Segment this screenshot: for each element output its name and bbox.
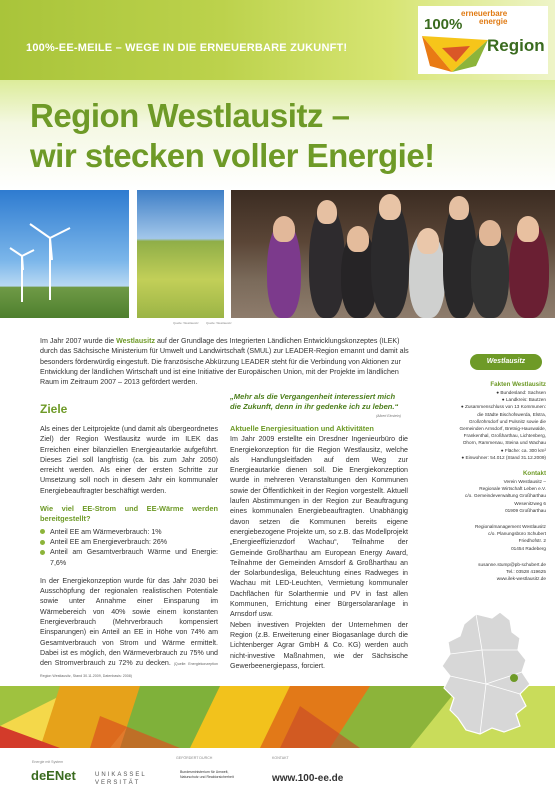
aktuell-paragraph: Im Jahr 2009 erstellte ein Dresdner Ingenieurbüro die Energiekonzeption für die Region Westlausitz, welche als Handlungsleitfaden auf dem Weg zur Energieautarkie dienen soll. Die Energiekonzeption wurde in mehreren Veranstaltungen den Kommunen sowie der Öffentlichkeit in der Region vorgestellt. Aktuell laufen Abstimmungen in der Region zur Beauftragung eines kommunalen Energiebeauftragten. Unabhängig davon setzen die Kommunen bereits eigene energiebezogene Projekte um, so z.B. das Modellprojekt „Energieeffizienzdorf Wachau“, Teilnahme der Gemeinde Großharthau am European Energy Award, Teilnahme der Gemeinden Arnsdorf & Großharthau an der Solarbundesliga, Beleuchtung eines Radweges in Wachau mit LED-Leuchten, Vermietung kommunaler Dachflächen für Solarthermie und PV in fast allen Kommunen, Errichtung einer Bürgersolaranlage in Arnsdorf usw.	[230, 435, 408, 619]
dename-logo: deENet	[31, 768, 76, 783]
contact-line: 01909 Großharthau	[505, 507, 546, 513]
quote-author: (Albert Einstein)	[376, 414, 401, 418]
facts-heading: Fakten Westlausitz	[490, 381, 546, 388]
facts-box	[420, 380, 546, 582]
contact-line: Regionalmanagement Westlausitz	[474, 524, 546, 530]
fact-line: die Städte Bischofswerda, Elstra,	[477, 411, 546, 417]
list-item: Anteil am Gesamtverbrauch Wärme und Energie: 7,6%	[40, 547, 218, 568]
contact-line: Friedhofstr. 2	[518, 538, 546, 544]
fact-line: ● Fläche: ca. 300 km²	[500, 447, 546, 453]
photo-credit: Quelle: Westlausitz	[173, 321, 199, 325]
fact-line: Gemeinden Arnsdorf, Bretnig-Hauswalde,	[459, 426, 546, 432]
ziele-paragraph: Als eines der Leitprojekte (und damit als übergeordnetes Ziel) der Region Westlausitz wurde im ILEK das Erreichen einer bilanziellen Energieautarkie aufgeführt. Dieses Ziel soll langfristig (ca. bis zum Jahr 2050) erreicht werden. Als einer der ersten Schritte zur Umsetzung soll noch in diesem Jahr ein kommunaler Energiebeauftragter beschäftigt werden.	[40, 425, 218, 495]
aktuell-column	[230, 424, 408, 671]
ziele-bullets	[40, 527, 218, 568]
logo-region: Region	[487, 36, 545, 55]
aktuell-paragraph-2: Neben investiven Projekten der Unternehmen der Region (z.B. Erweiterung einer Biogasanlage durch die Lichtenberger Agrar GmbH & Co. KG) werden auch nicht-investive Maßnahmen, wie der Sächsische Gewerbeenergiepass, forciert.	[230, 620, 408, 670]
contact-line: Regionale Wirtschaft Leben e.V.	[479, 486, 546, 492]
website-url[interactable]: www.100-ee.de	[272, 773, 344, 784]
contact-label: KONTAKT	[272, 756, 289, 760]
ziele-column	[40, 424, 218, 681]
logo-100: 100%	[424, 16, 463, 33]
contact-heading: Kontakt	[522, 470, 546, 478]
phone-line: Tel.: 03528 419625	[506, 569, 546, 575]
list-item: Anteil EE am Energieverbrauch: 26%	[40, 537, 218, 547]
group-photo	[231, 190, 555, 318]
aktuell-heading: Aktuelle Energiesituation und Aktivitäten	[230, 424, 374, 433]
windturbines-photo	[0, 190, 129, 318]
contact-line: Verein Westlausitz –	[503, 479, 546, 485]
ziele-subheading: Wie viel EE-Strom und EE-Wärme werden bereitgestellt?	[40, 504, 218, 524]
germany-map-icon	[422, 610, 550, 738]
unikassel-logo: UNIKASSEL VERSITÄT	[95, 772, 147, 786]
field-photo	[137, 190, 224, 318]
logo-triangles-icon	[422, 36, 488, 72]
fact-line: Frankenthal, Großharthau, Lichtenberg,	[463, 433, 546, 439]
header-tagline: 100%-EE-MEILE – WEGE IN DIE ERNEUERBARE ZUKUNFT!	[26, 42, 348, 54]
ziele-heading: Ziele	[40, 402, 68, 416]
photo-credit: Quelle: Westlausitz	[206, 321, 232, 325]
email-link[interactable]: susanne.stump@pb-schubert.de	[478, 561, 546, 567]
fact-line: ● Zusammenschluss von 13 Kommunen:	[460, 404, 546, 410]
windturbine-icon	[0, 190, 129, 318]
dename-tagline: Energie mit System	[32, 760, 64, 764]
fact-line: ● Bundesland: Sachsen	[496, 390, 546, 395]
contact-line: 01454 Radeberg	[511, 545, 546, 551]
contact-line: c/o. Planungsbüro Schubert	[488, 531, 546, 537]
list-item: Anteil EE am Wärmeverbrauch: 1%	[40, 527, 218, 537]
ziele-paragraph-2: In der Energiekonzeption wurde für das Jahr 2030 bei Ausschöpfung der regionalen realistischen Potentiale sowie unter Annahme einer Einsparung im Wärmebereich von 40% sowie einem konstanten Energieverbrauch (Mehrverbrauch kompensiert Einsparungen) ein Anteil an EE in Höhe von 74% am Gesamtverbrauch von Strom und Wärme ermittelt. Dabei ist es möglich, den Wärmeverbrauch zu 75% und den Stromverbrauch zu 72% zu decken. (Quelle: Energiekonzeption Region Westlausitz, Stand 30.11.2009, Datenbasis: 2008)	[40, 576, 218, 678]
contact-line: Wesenitzweg 6	[514, 500, 546, 506]
fact-line: Großröhrsdorf und Pulsnitz sowie die	[468, 418, 546, 424]
bmu-logo: Bundesministerium für Umwelt, Naturschutz und Reaktorsicherheit	[180, 770, 234, 779]
page-title: Region Westlausitz – wir stecken voller Energie!	[30, 97, 435, 174]
fact-line: ● Einwohner: 54.012 (Stand 31.12.2009)	[461, 454, 546, 460]
fact-line: ● Landkreis: Bautzen	[501, 397, 546, 403]
sponsor-label: GEFÖRDERT DURCH	[176, 756, 213, 760]
website-link[interactable]: www.ilek-westlausitz.de	[496, 576, 546, 582]
intro-paragraph: Im Jahr 2007 wurde die Westlausitz auf der Grundlage des Integrierten Ländlichen Entwicklungskonzeptes (ILEK) durch das Sächsische Ministerium für Umwelt und Landwirtschaft (SMUL) zur LEADER-Region ernannt und damit als besonders förderwürdig eingestuft. Die französische Abkürzung LEADER steht für die Verbindung von Aktionen zur Entwicklung der ländlichen Wirtschaft und ist eine Initiative der Europäischen Union, mit der Projekte im ländlichen Raum im Zeitraum 2007 – 2013 gefördert werden.	[40, 337, 409, 387]
einstein-quote: „Mehr als die Vergangenheit interessiert mich die Zukunft, denn in ihr gedenke ich zu leben.“	[230, 392, 399, 411]
logo-subtitle: erneuerbare energie	[461, 9, 508, 26]
westlausitz-logo: Westlausitz	[470, 354, 542, 370]
contact-line: c/o. Gemeindeverwaltung Großharthau	[464, 493, 546, 499]
fact-line: Ohorn, Rammenau, Steina und Wachau	[462, 440, 546, 446]
